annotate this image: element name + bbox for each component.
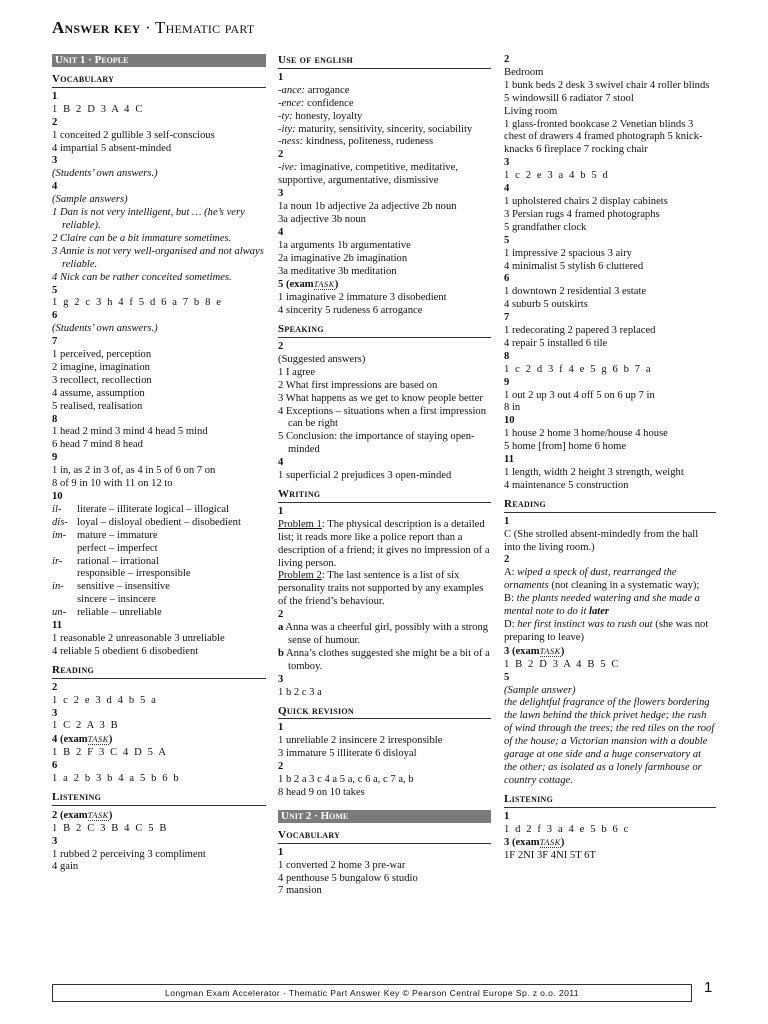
exam-task-badge [60,734,112,745]
page-title [52,18,255,37]
answer-line: 1 a 2 b 3 b 4 a 5 b 6 b [52,773,181,785]
prefix-row [52,504,266,517]
answer-line: 1 out 2 up 3 out 4 off 5 on 6 up 7 in [504,389,655,401]
exam-task-badge [286,279,338,290]
problem-text: : The last sentence is a list of six personality traits not supported by any examples of the friend’s behaviour. [278,570,484,608]
prefix: dis- [52,516,68,528]
answer-line: 4 impartial 5 absent-minded [52,142,172,154]
exercise-number: 4 [278,457,284,469]
option-label: B: [504,593,517,605]
exercise-number: 3 [504,837,510,849]
exercise-number: 3 [278,673,284,685]
exercise-number: 2 [278,149,284,161]
exercise-number: 3 [278,188,284,200]
item-text: Anna’s clothes suggested she might be a bit of a tomboy. [283,647,490,672]
answer-line: 1 reasonable 2 unreasonable 3 unreliable [52,632,225,644]
prefix: im- [52,529,67,541]
answer-line: 4 sincerity 5 rudeness 6 arrogance [278,305,423,317]
suffix: -ty: [278,110,293,122]
answer-line: 1 impressive 2 spacious 3 airy [504,247,632,259]
exercise-number: 2 [504,54,510,65]
exercise-number: 8 [504,350,510,362]
answer-line: 2 imagine, imagination [52,361,150,373]
answer-line: 1 bunk beds 2 desk 3 swivel chair 4 roller blinds 5 windowsill 6 radiator 7 stool [504,79,710,104]
option-label: D: [504,618,518,630]
answer-line: 1 converted 2 home 3 pre-war [278,859,406,871]
section-writing: Writing [278,488,491,503]
suffix-words: confidence [304,97,354,109]
answer-line: 1 Dan is not very intelligent, but … (he’s very reliable). [52,207,245,231]
answer-line: (Sample answer) [504,684,576,696]
suffix: -ance: [278,84,306,96]
suffix-row [278,124,491,137]
answer-line: 1 B 2 F 3 C 4 D 5 A [52,747,168,759]
suffix-row [278,162,491,188]
quote: the plants needed watering and she made a mental note to do it [504,593,700,618]
prefix-row [52,556,266,569]
problem-label: Problem 2 [278,570,322,582]
answer-line: 1 in, as 2 in 3 of, as 4 in 5 of 6 on 7 on [52,465,216,477]
exercise-number: 9 [504,376,510,388]
answer-line [278,648,491,674]
answer-line: 4 suburb 5 outskirts [504,299,588,311]
answer-line: (Sample answers) [52,194,128,206]
suffix: -ness: [278,136,304,148]
answer-line: 1F 2NI 3F 4NI 5T 6T [504,850,596,862]
unit-1-bar: Unit 1 · People [52,54,266,67]
column-1 [52,54,266,874]
room-label: Bedroom [504,66,544,78]
answer-line: 4 maintenance 5 construction [504,479,629,491]
answer-line: 1 glass-fronted bookcase 2 Venetian blinds 3 chest of drawers 4 framed photograph 5 knick-knacks 6 fireplace 7 rocking chair [504,118,703,156]
section-use-of-english: Use of english [278,54,491,69]
paren: ) [334,279,339,291]
answer-line: 1 perceived, perception [52,349,152,361]
exercise-number: 1 [504,515,510,527]
exercise-number: 3 [52,155,58,167]
answer-line: 2a imaginative 2b imagination [278,252,408,264]
answer-line: 5 grandfather clock [504,221,587,233]
exercise-number-exam [504,645,716,659]
prefix-words: reliable – unreliable [77,607,162,619]
suffix-words: arrogance [305,84,350,96]
task-word: TASK [313,279,335,290]
answer-line: 1 C 2 A 3 B [52,720,120,732]
answer-line: 1 house 2 home 3 home/house 4 house [504,428,668,440]
answer-line: 1 imaginative 2 immature 3 disobedient [278,292,447,304]
footer: Longman Exam Accelerator · Thematic Part Answer Key © Pearson Central Europe Sp. z o.o. 2011 [52,984,692,1002]
prefix-words: sensitive – insensitive [77,581,170,593]
exercise-number: 1 [52,90,58,102]
answer-paragraph [278,519,491,571]
paren: ( [59,734,64,746]
prefix-words: literate – illiterate logical – illogical [77,503,230,515]
task-word: TASK [87,809,109,820]
exercise-number: 3 [52,707,58,719]
answer-line: 2 Claire can be a bit immature sometimes. [52,232,232,244]
answer-line: 3 Persian rugs 4 framed photographs [504,208,660,220]
answer-line: 1 length, width 2 height 3 strength, weight [504,467,684,478]
exercise-number: 3 [52,835,58,847]
answer-line: 8 head 9 on 10 takes [278,786,365,798]
exercise-number: 10 [504,415,515,427]
answer-line: 8 of 9 in 10 with 11 on 12 to [52,478,173,490]
prefix: in- [52,581,64,593]
answer-line: 1 B 2 D 3 A 4 C [52,103,144,115]
exercise-number: 2 [52,681,58,693]
suffix: -ity: [278,123,296,135]
exercise-number: 4 [52,734,58,746]
answer-line: 4 assume, assumption [52,387,145,399]
answer-line: 3 immature 5 illiterate 6 disloyal [278,748,417,760]
exercise-number: 3 [504,157,510,169]
suffix: -ence: [278,97,305,109]
answer-line: 1 B 2 C 3 B 4 C 5 B [52,822,169,834]
exam-word: exam [515,645,540,657]
exercise-number: 7 [52,336,58,348]
exercise-number: 1 [504,810,510,822]
item-letter: b [278,647,284,659]
answer-line: 1 superficial 2 prejudices 3 open-minded [278,470,452,482]
item-letter: a [278,622,284,634]
paren: ( [511,837,516,849]
exam-task-badge [60,810,112,821]
answer-line: 1a arguments 1b argumentative [278,239,411,251]
problem-label: Problem 1 [278,518,322,530]
exercise-number: 6 [504,273,510,285]
exercise-number: 11 [504,454,515,466]
paren: ) [560,645,565,657]
answer-line: 1 g 2 c 3 h 4 f 5 d 6 a 7 b 8 e [52,297,223,309]
exercise-number: 3 [504,645,510,657]
answer-paragraph [504,593,716,619]
answer-line: 3a adjective 3b noun [278,213,366,225]
prefix: il- [52,503,62,515]
answer-line: 4 penthouse 5 bungalow 6 studio [278,872,418,884]
answer-line: 4 minimalist 5 stylish 6 cluttered [504,260,644,272]
suffix-words: kindness, politeness, rudeness [303,136,434,148]
answer-line: 4 repair 5 installed 6 tile [504,337,608,349]
prefix-words: responsible – irresponsible [77,568,191,580]
answer-paragraph [504,567,716,593]
exam-word: exam [63,809,88,821]
answer-line: (Students’ own answers.) [52,323,158,335]
section-speaking: Speaking [278,323,491,338]
exam-word: exam [515,837,540,849]
answer-line: 1 c 2 d 3 f 4 e 5 g 6 b 7 a [504,363,653,375]
answer-line: (Students’ own answers.) [52,168,158,180]
answer-line: 5 Conclusion: the importance of staying open-minded [278,431,475,456]
answer-line [278,622,491,648]
exercise-number: 5 [504,234,510,246]
item-text: Anna was a cheerful girl, possibly with a strong sense of humour. [283,622,489,646]
answer-line: 5 home [from] home 6 home [504,441,627,453]
option-label: A: [504,567,518,579]
exercise-number: 1 [278,71,284,83]
answer-line: 4 Exceptions – situations when a first impression can be right [278,405,487,430]
answer-line: 1a noun 1b adjective 2a adjective 2b noun [278,200,457,212]
answer-line: 1 rubbed 2 perceiving 3 compliment [52,848,206,860]
answer-line: 1 c 2 e 3 d 4 b 5 a [52,694,158,706]
title-main: Answer key [52,18,141,37]
task-word: TASK [87,734,109,745]
exam-task-badge [512,837,564,848]
exercise-number: 2 [278,341,284,353]
answer-line: 1 b 2 c 3 a [278,686,322,698]
section-quick-revision: Quick revision [278,705,491,720]
section-vocabulary: Vocabulary [278,829,491,844]
column-2 [278,54,491,898]
answer-line: 1 B 2 D 3 A 4 B 5 C [504,658,621,670]
paren: ( [59,809,64,821]
answer-line: 3 Annie is not very well-organised and not always reliable. [52,245,264,270]
exercise-number: 11 [52,620,63,632]
answer-paragraph [504,619,716,645]
answer-line: 4 gain [52,861,79,873]
exercise-number: 8 [52,413,58,425]
answer-line: 3 What happens as we get to know people better [278,392,483,404]
prefix-row [52,581,266,594]
title-sub: Thematic part [155,18,255,37]
section-listening: Listening [52,791,266,806]
exercise-number: 2 [278,761,284,773]
exercise-number: 9 [52,452,58,464]
answer-line: 1 d 2 f 3 a 4 e 5 b 6 c [504,823,630,835]
unit-2-bar: Unit 2 · Home [278,810,491,823]
exercise-number: 7 [504,312,510,324]
answer-paragraph [278,570,491,609]
prefix-words: loyal – disloyal obedient – disobedient [77,516,241,528]
suffix-row [278,136,491,149]
prefix-row [52,517,266,530]
answer-line: 1 c 2 e 3 a 4 b 5 d [504,170,610,182]
exercise-number-exam [504,836,716,850]
prefix-words: sincere – insincere [77,594,156,606]
suffix-row [278,85,491,98]
section-reading: Reading [52,664,266,679]
answer-line: 3 recollect, recollection [52,374,152,386]
answer-line: 8 in [504,402,521,414]
prefix-row [52,530,266,543]
answer-line: (Suggested answers) [278,353,366,365]
prefix-words: perfect – imperfect [77,542,158,554]
exercise-number: 6 [52,310,58,322]
exercise-number-exam [52,733,266,747]
prefix: ir- [52,555,63,567]
section-vocabulary: Vocabulary [52,73,266,88]
section-reading: Reading [504,498,716,513]
quote: her first instinct was to rush out [517,618,653,630]
exercise-number: 4 [278,226,284,238]
paren: ) [560,837,565,849]
suffix-row [278,98,491,111]
exam-word: exam [289,279,314,291]
answer-line: 1 redecorating 2 papered 3 replaced [504,325,656,337]
exercise-number: 4 [52,181,58,193]
exercise-number: 6 [52,760,58,772]
answer-line: 1 upholstered chairs 2 display cabinets [504,195,668,207]
suffix-words: imaginative, competitive, meditative, supportive, argumentative, dismissive [278,162,459,187]
exercise-number: 1 [278,722,284,734]
exercise-number: 4 [504,183,510,195]
exercise-number: 2 [52,116,58,128]
answer-line: 2 What first impressions are based on [278,379,438,391]
exercise-number-exam [278,278,491,292]
answer-line: 1 I agree [278,366,316,378]
exercise-number: 10 [52,491,63,502]
exercise-number: 1 [278,505,284,517]
exercise-number-exam [52,809,266,823]
paren: ( [285,279,290,291]
answer-line: 6 head 7 mind 8 head [52,439,143,451]
answer-line: 7 mansion [278,885,322,897]
exercise-number: 5 [52,284,58,296]
exam-task-badge [512,646,564,657]
answer-line: C (She strolled absent-mindedly from the hall into the living room.) [504,528,699,553]
emphasis: later [589,606,610,618]
answer-line: 5 realised, realisation [52,400,143,412]
exam-word: exam [63,734,88,746]
quote: wiped a speck of dust, rearranged the ornaments [504,567,677,592]
exercise-number: 5 [278,279,284,291]
prefix-words: rational – irrational [77,555,159,567]
answer-line: 4 Nick can be rather conceited sometimes. [52,271,232,283]
title-sep: · [140,18,156,37]
prefix-row [52,607,266,620]
answer-line: 3a meditative 3b meditation [278,265,397,277]
exercise-number: 1 [278,846,284,858]
explanation: (not cleaning in a systematic way); [548,580,700,592]
answer-line: 1 b 2 a 3 c 4 a 5 a, c 6 a, c 7 a, b [278,774,414,786]
prefix-words: mature – immature [77,529,158,541]
task-word: TASK [539,645,561,656]
page-number: 1 [704,979,713,996]
explanation: (she was not preparing to leave) [504,618,709,643]
answer-line: 1 conceited 2 gullible 3 self-conscious [52,129,215,141]
column-3 [504,54,716,863]
answer-line: 1 head 2 mind 3 mind 4 head 5 mind [52,426,208,438]
exercise-number: 2 [52,809,58,821]
task-word: TASK [539,837,561,848]
suffix: -ive: [278,162,298,174]
suffix-row [278,111,491,124]
room-label: Living room [504,105,558,117]
suffix-words: honesty, loyalty [292,110,363,122]
section-listening: Listening [504,793,716,808]
exercise-number: 2 [504,554,510,566]
answer-line: 1 unreliable 2 insincere 2 irresponsible [278,735,443,747]
paren: ( [511,645,516,657]
problem-text: : The physical description is a detailed list; it reads more like a police report than a description of a friend; it gives no impression of a living person. [278,518,490,569]
prefix: un- [52,607,67,619]
answer-line: 1 downtown 2 residential 3 estate [504,286,647,298]
answer-paragraph: the delightful fragrance of the flowers bordering the lawn behind the thick privet hedge; the rush of wind through the trees; the red tiles on the roof of the house; a Victorian mansion with a double garage at one side and a huge conservatory at the other; as isolated as a lonely farmhouse or country cottage. [504,697,715,786]
paren: ) [108,734,113,746]
suffix-words: maturity, sensitivity, sincerity, sociability [295,123,473,135]
exercise-number: 5 [504,671,510,683]
answer-line: 4 reliable 5 obedient 6 disobedient [52,645,199,657]
exercise-number: 2 [278,609,284,621]
paren: ) [108,809,113,821]
